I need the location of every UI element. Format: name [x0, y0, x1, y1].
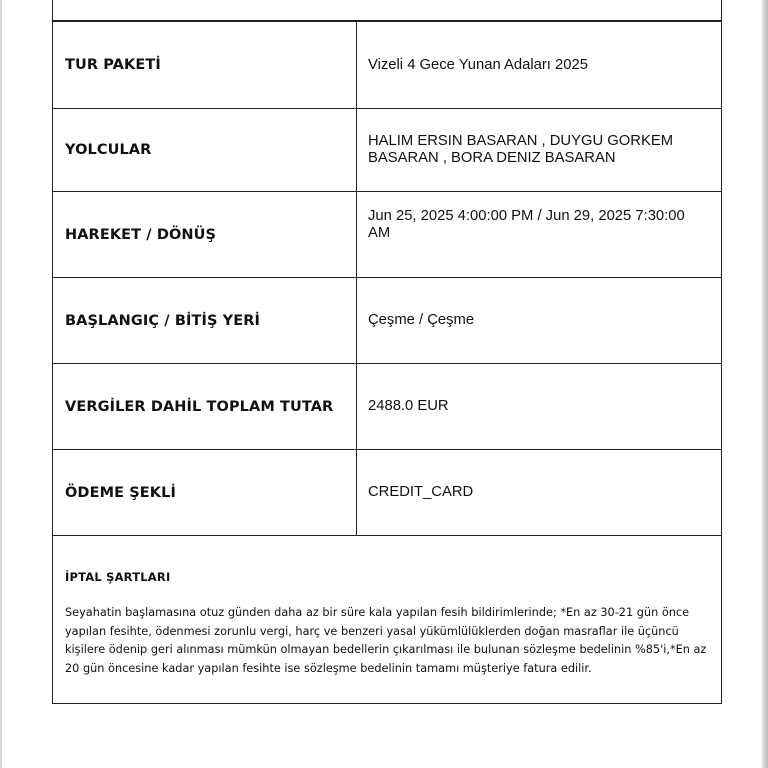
cancellation-terms-text: Seyahatin başlamasına otuz günden daha az bir süre kala yapılan fesih bildirimlerinde; *En az 30-21 gün önce yapılan fesihte, ödenmesi zorunlu vergi, harç ve benzeri yasal yükümlülüklerden doğan masraflar ile üçüncü kişilere ödenip geri alınması mümkün olmayan bedellerin çıkarılması ile bulunan sözleşme bedelinin %85'i,*En az 20 gün öncesine kadar yapılan fesihte ise sözleşme bedelinin tamamı müşteriye fatura edilir.	[65, 606, 707, 675]
table-row	[53, 450, 722, 536]
passengers-value: HALIM ERSIN BASARAN , DUYGU GORKEM BASARAN , BORA DENIZ BASARAN	[368, 133, 674, 166]
previous-table-section	[52, 0, 722, 21]
departure-return-label: HAREKET / DÖNÜŞ	[53, 192, 357, 278]
passengers-label: YOLCULAR	[53, 109, 357, 192]
table-row	[53, 364, 722, 450]
tour-package-value: Vizeli 4 Gece Yunan Adaları 2025	[357, 22, 722, 109]
start-end-place-value: Çeşme / Çeşme	[357, 278, 722, 364]
start-end-place-label: BAŞLANGIÇ / BİTİŞ YERİ	[53, 278, 357, 364]
departure-return-cell	[357, 192, 722, 278]
cancellation-terms-title: İPTAL ŞARTLARI	[65, 570, 171, 584]
table-row	[53, 109, 722, 192]
total-amount-label: VERGİLER DAHİL TOPLAM TUTAR	[53, 364, 357, 450]
cancellation-terms-section	[52, 536, 722, 704]
total-amount-value: 2488.0 EUR	[357, 364, 722, 450]
reservation-document	[52, 0, 722, 704]
passengers-cell	[357, 109, 722, 192]
table-row	[53, 22, 722, 109]
payment-method-label: ÖDEME ŞEKLİ	[53, 450, 357, 536]
table-row	[53, 278, 722, 364]
payment-method-value: CREDIT_CARD	[357, 450, 722, 536]
reservation-details-table	[52, 21, 722, 536]
tour-package-label: TUR PAKETİ	[53, 22, 357, 109]
page-edge-shadow	[762, 0, 768, 768]
departure-return-value: Jun 25, 2025 4:00:00 PM / Jun 29, 2025 7:30:00 AM	[368, 208, 685, 241]
table-row	[53, 192, 722, 278]
